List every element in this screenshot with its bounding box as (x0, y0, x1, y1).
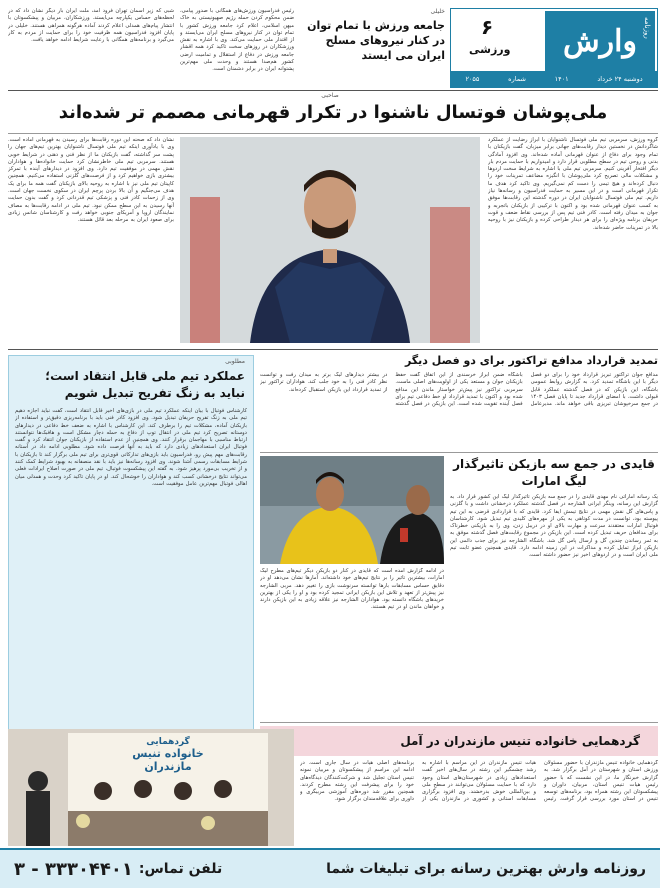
tennis-banner-line-1: گردهمایی (146, 737, 190, 747)
qaedi-story-body: یک رسانه اماراتی نام مهدی قایدی را در جمع سه بازیکن تاثیرگذار لیگ این کشور قرار داد. به گزارش این رسانه، وینگر ایرانی الشارجه در فصل گذشته عملکرد درخشانی داشت و با گلزنی و پاس‌های گل نقش مهمی در نتایج تیمش ایفا کرد. قایدی که با قراردادی قرضی به این تیم پیوسته بود، توانست در مدت کوتاهی به یکی از مهره‌های کلیدی تیم تبدیل شود. کارشناسان فوتبال امارات معتقدند سرعت و مهارت بالای او در دریبل زدن، وی را به بازیکنی خطرناک برای مدافعان حریف تبدیل کرده است. این بازیکن در مجموع رقابت‌های فصل گذشته موفق به به ثمر رساندن چندین گل و ارسال پاس گل شد. باشگاه الشارجه نیز برای جذب دائمی این بازیکن ابراز تمایل کرده و مذاکرات در این زمینه ادامه دارد. قایدی همچنین عضو ثابت تیم ملی ایران است و در اردوهای اخیر نیز حضور داشته است. (450, 494, 658, 559)
qaedi-story-body-2: در ادامه گزارش آمده است که قایدی در کنار دو بازیکن دیگر تیم‌های مطرح لیگ امارات، بیشترین تاثیر را بر نتایج تیم‌های خود داشته‌اند. آمارها نشان می‌دهد او در دقایق حساس مسابقات بارها توانسته سرنوشت بازی را تغییر دهد. مربی الشارجه نیز پیش‌تر از تعهد و تلاش این بازیکن ایرانی تمجید کرده بود و او را یکی از بهترین خریدهای باشگاه دانسته بود. هواداران الشارجه نیز علاقه زیادی به این بازیکن دارند و خواهان ماندن او در تیم هستند. (260, 568, 444, 611)
top-story-body-2: شبی که زیر آسمان تهران فرود آمد، ملت ایران بار دیگر نشان داد که در لحظه‌های حساس یکپارچه می‌ایستد. ورزشکاران، مربیان و پیشکسوتان با انتشار پیام‌های همدلی اعلام کردند آماده هرگونه همراهی هستند. خلیلی در پایان افزود فدراسیون همه ظرفیت خود را برای حمایت از مردم به کار می‌گیرد و برنامه‌های همگانی با رعایت شرایط ادامه خواهد یافت. (8, 8, 174, 44)
tennis-banner-line-3: مازندران (144, 760, 192, 773)
section-label: ورزشی (469, 43, 511, 56)
logo (545, 11, 655, 71)
top-story-headline: جامعه ورزش با تمام توان در کنار نیروهای مسلح ایران می ایستد (307, 19, 445, 62)
main-story-kicker: صاحبی (321, 92, 339, 99)
logo-text: وارش (563, 23, 637, 59)
issue-year: ۱۴۰۱ (554, 75, 569, 83)
blue-story-body: کارشناس فوتبال با بیان اینکه عملکرد تیم ملی در بازی‌های اخیر قابل انتقاد است، گفت نباید اجازه دهیم تیم ملی به زنگ تفریح حریفان تبدیل شود. وی افزود کادر فنی باید با برنامه‌ریزی دقیق‌تر و استفاده از بازیکنان آماده، مشکلات تیم را برطرف کند. این کارشناس با اشاره به ضعف خط دفاعی در دیدارهای دوستانه تصریح کرد تیم ملی در انتقال توپ از دفاع به حمله دچار مشکل است و هافبک‌ها نتوانستند ارتباط مناسبی با مهاجمان برقرار کنند. وی همچنین از عدم استفاده از بازیکنان جوان انتقاد کرد و گفت فوتبال ایران استعدادهای زیادی دارد که باید به آنها فرصت داده شود. مطلوبی ادامه داد در آستانه رقابت‌های مهم پیش رو، فدراسیون باید بازی‌های تدارکاتی قوی‌تری برای تیم ملی برگزار کند تا بازیکنان با شرایط مسابقات رسمی آشنا شوند. وی افزود رسانه‌ها نیز باید با نقد منصفانه به بهبود شرایط کمک کنند و از تخریب بی‌مورد پرهیز شود. به گفته این پیشکسوت فوتبال، تیم ملی در صورت اصلاح ایرادات فعلی می‌تواند نتایج درخشانی کسب کند و هواداران را خوشحال کند. او در پایان تاکید کرد وحدت و همدلی میان اهالی فوتبال مهم‌ترین عامل موفقیت است. (15, 408, 247, 487)
blue-story-kicker: مطلوبی (225, 358, 245, 365)
qaedi-photo-illustration (260, 456, 444, 564)
logo-subtitle: روزنامه (643, 17, 651, 39)
footer-phone: ۳ - ۳۳۳۰۴۴۰۱ (14, 858, 133, 880)
main-story-col-left: نشان داد که صحنه این دوره رقابت‌ها برای رسیدن به قهرمانی آماده است. وی با یادآوری اینکه تیم ملی فوتسال ناشنوایان بهترین تیم‌های جهان را پشت سر گذاشته، گفت بازیکنان ما از نظر فنی و ذهنی در شرایط خوبی هستند. سرمربی تیم ملی خاطرنشان کرد حمایت خانواده‌ها و هواداران نقش مهمی در موفقیت تیم دارد. وی افزود در دیدارهای آینده با تمرکز بیشتری بازی خواهیم کرد و از فرصت‌های گلزنی استفاده می‌کنیم. همچنین کاپیتان تیم ملی نیز با اشاره به روحیه بالای بازیکنان گفت همه ما برای یک هدف می‌جنگیم و آن بالا بردن پرچم ایران در سکوی نخست جهان است. وی از زحمات کادر فنی و پزشکی تیم قدردانی کرد و گفت بدون حمایت آنها رسیدن به این سطح ممکن نبود. تیم ملی در ادامه رقابت‌ها به مصاف نمایندگان اروپا و آمریکای جنوبی خواهد رفت و کارشناسان شانس زیادی برای صعود ایران به مرحله بعد قائل هستند. (8, 137, 174, 224)
main-story-headline: ملی‌پوشان فوتسال ناشنوا در تکرار قهرمانی مصمم تر شده‌اند (58, 102, 608, 123)
footer-phone-group (14, 859, 222, 880)
footer-phone-label: تلفن تماس: (138, 861, 223, 877)
tennis-banner (103, 737, 233, 773)
tennis-banner-line-2: خانواده تنیس (132, 747, 204, 760)
masthead-infobar (451, 71, 657, 87)
page-number: ۶ (481, 15, 494, 39)
top-story-kicker: خلیلی (430, 8, 445, 15)
tennis-story-headline: گردهمایی خانواده تنیس مازندران در آمل (400, 734, 640, 748)
tractor-story-body: مدافع جوان تراکتور تبریز قرارداد خود را برای دو فصل دیگر با این باشگاه تمدید کرد. به گزارش روابط عمومی باشگاه، این بازیکن که در فصل گذشته عملکرد قابل قبولی داشت، با امضای قرارداد جدید تا پایان فصل ۱۴۰۳ در جمع سرخپوشان تبریزی باقی خواهد ماند. مدیرعامل باشگاه ضمن ابراز خرسندی از این اتفاق گفت حفظ بازیکنان جوان و مستعد یکی از اولویت‌های اصلی ماست. سرمربی تراکتور نیز پیش‌تر خواستار ماندن این مدافع شده بود و اکنون با تمدید قرارداد او خط دفاعی تیم برای فصل آینده تقویت شده است. این بازیکن در فصل گذشته در بیشتر دیدارهای لیگ برتر به میدان رفت و توانست نظر کادر فنی را به خود جلب کند. هواداران تراکتور نیز از تمدید قرارداد این بازیکن استقبال کرده‌اند. (260, 372, 658, 408)
masthead (450, 8, 658, 88)
footer-ad (0, 848, 660, 888)
player-photo (180, 137, 480, 343)
blue-story-headline: عملکرد تیم ملی قابل انتقاد است؛ نباید به زنگ تفریح تبدیل شویم (45, 369, 245, 400)
tennis-photo (8, 729, 294, 846)
issue-label: شماره (508, 75, 526, 83)
tractor-story-headline: تمدید قرارداد مدافع تراکتور برای دو فصل دیگر (404, 354, 658, 367)
tennis-story-body: گردهمایی خانواده تنیس مازندران با حضور مسئولان ورزش استان و شهرستان در آمل برگزار شد. به گزارش خبرنگار ما، در این نشست که با حضور رئیس هیات تنیس استان، مربیان، داوران و پیشکسوتان این رشته همراه بود، برنامه‌های توسعه تنیس در استان مورد بررسی قرار گرفت. رئیس هیات تنیس مازندران در این مراسم با اشاره به رشد چشمگیر این رشته در سال‌های اخیر گفت استعدادهای زیادی در شهرستان‌های استان وجود دارد که با حمایت مسئولان می‌توانند در سطح ملی و بین‌المللی خوش بدرخشند. وی افزود برگزاری مسابقات استانی و کشوری در مازندران یکی از برنامه‌های اصلی هیات در سال جاری است. در ادامه این مراسم از پیشکسوتان و مربیان نمونه تنیس استان تجلیل شد و شرکت‌کنندگان دیدگاه‌های خود را برای پیشرفت این رشته مطرح کردند. همچنین مقرر شد دوره‌های آموزشی مربیگری و داوری برای علاقه‌مندان برگزار شود. (300, 760, 658, 803)
qaedi-photo (260, 456, 444, 564)
player-photo-illustration (180, 137, 480, 343)
main-story-col-right: گروه ورزش، سرمربی تیم ملی فوتسال ناشنوایان با ابراز رضایت از عملکرد شاگردانش در نخستین دیدار رقابت‌های جهانی برابر میزبان، گفت بازیکنان با تمام وجود برای دفاع از عنوان قهرمانی آماده شده‌اند. وی افزود آمادگی بدنی و روحی تیم در سطح مطلوبی قرار دارد و امیدواریم با حمایت مردم بار دیگر افتخار آفرینی کنیم. سرمربی تیم ملی با اشاره به شرایط سخت اردوها و مشکلات مالی تصریح کرد ملی‌پوشان با انگیزه مضاعف تمرینات خود را دنبال کرده‌اند و هیچ تیمی را دست کم نمی‌گیریم. وی تاکید کرد هدف ما تکرار قهرمانی است و در این مسیر به حمایت فدراسیون و رسانه‌ها نیاز داریم. تیم ملی فوتسال ناشنوایان ایران در دوره گذشته این رقابت‌ها موفق به کسب عنوان قهرمانی شده بود و اکنون با ترکیبی از بازیکنان باتجربه و جوان به میدان رفته است. کادر فنی تیم پس از بررسی نقاط ضعف و قوت حریفان برنامه ویژه‌ای را برای هر دیدار طراحی کرده و بازیکنان نیز با روحیه بالا در تمرینات حاضر شده‌اند. (488, 137, 658, 231)
top-story-body: رئیس فدراسیون ورزش‌های همگانی با صدور پیامی، ضمن محکوم کردن حمله رژیم صهیونیستی به خاک میهن اسلامی، اعلام کرد جامعه ورزش کشور با تمام توان در کنار نیروهای مسلح ایران می‌ایستد و از اقتدار ملی حمایت می‌کند. وی با اشاره به نقش ورزشکاران در روزهای سخت تاکید کرد همه اقشار جامعه ورزش در دفاع از استقلال و تمامیت ارضی کشور هم‌صدا هستند و وحدت ملی مهم‌ترین پشتوانه ایران در برابر دشمنان است. (180, 8, 294, 73)
issue-date: دوشنبه ۲۴ خرداد (597, 75, 643, 83)
issue-number: ۲۰۵۵ (465, 75, 480, 83)
footer-text: روزنامه وارش بهترین رسانه برای تبلیغات شما (326, 861, 646, 877)
qaedi-story-headline: قایدی در جمع سه بازیکن تاثیرگذار لیگ امارات (453, 457, 655, 488)
